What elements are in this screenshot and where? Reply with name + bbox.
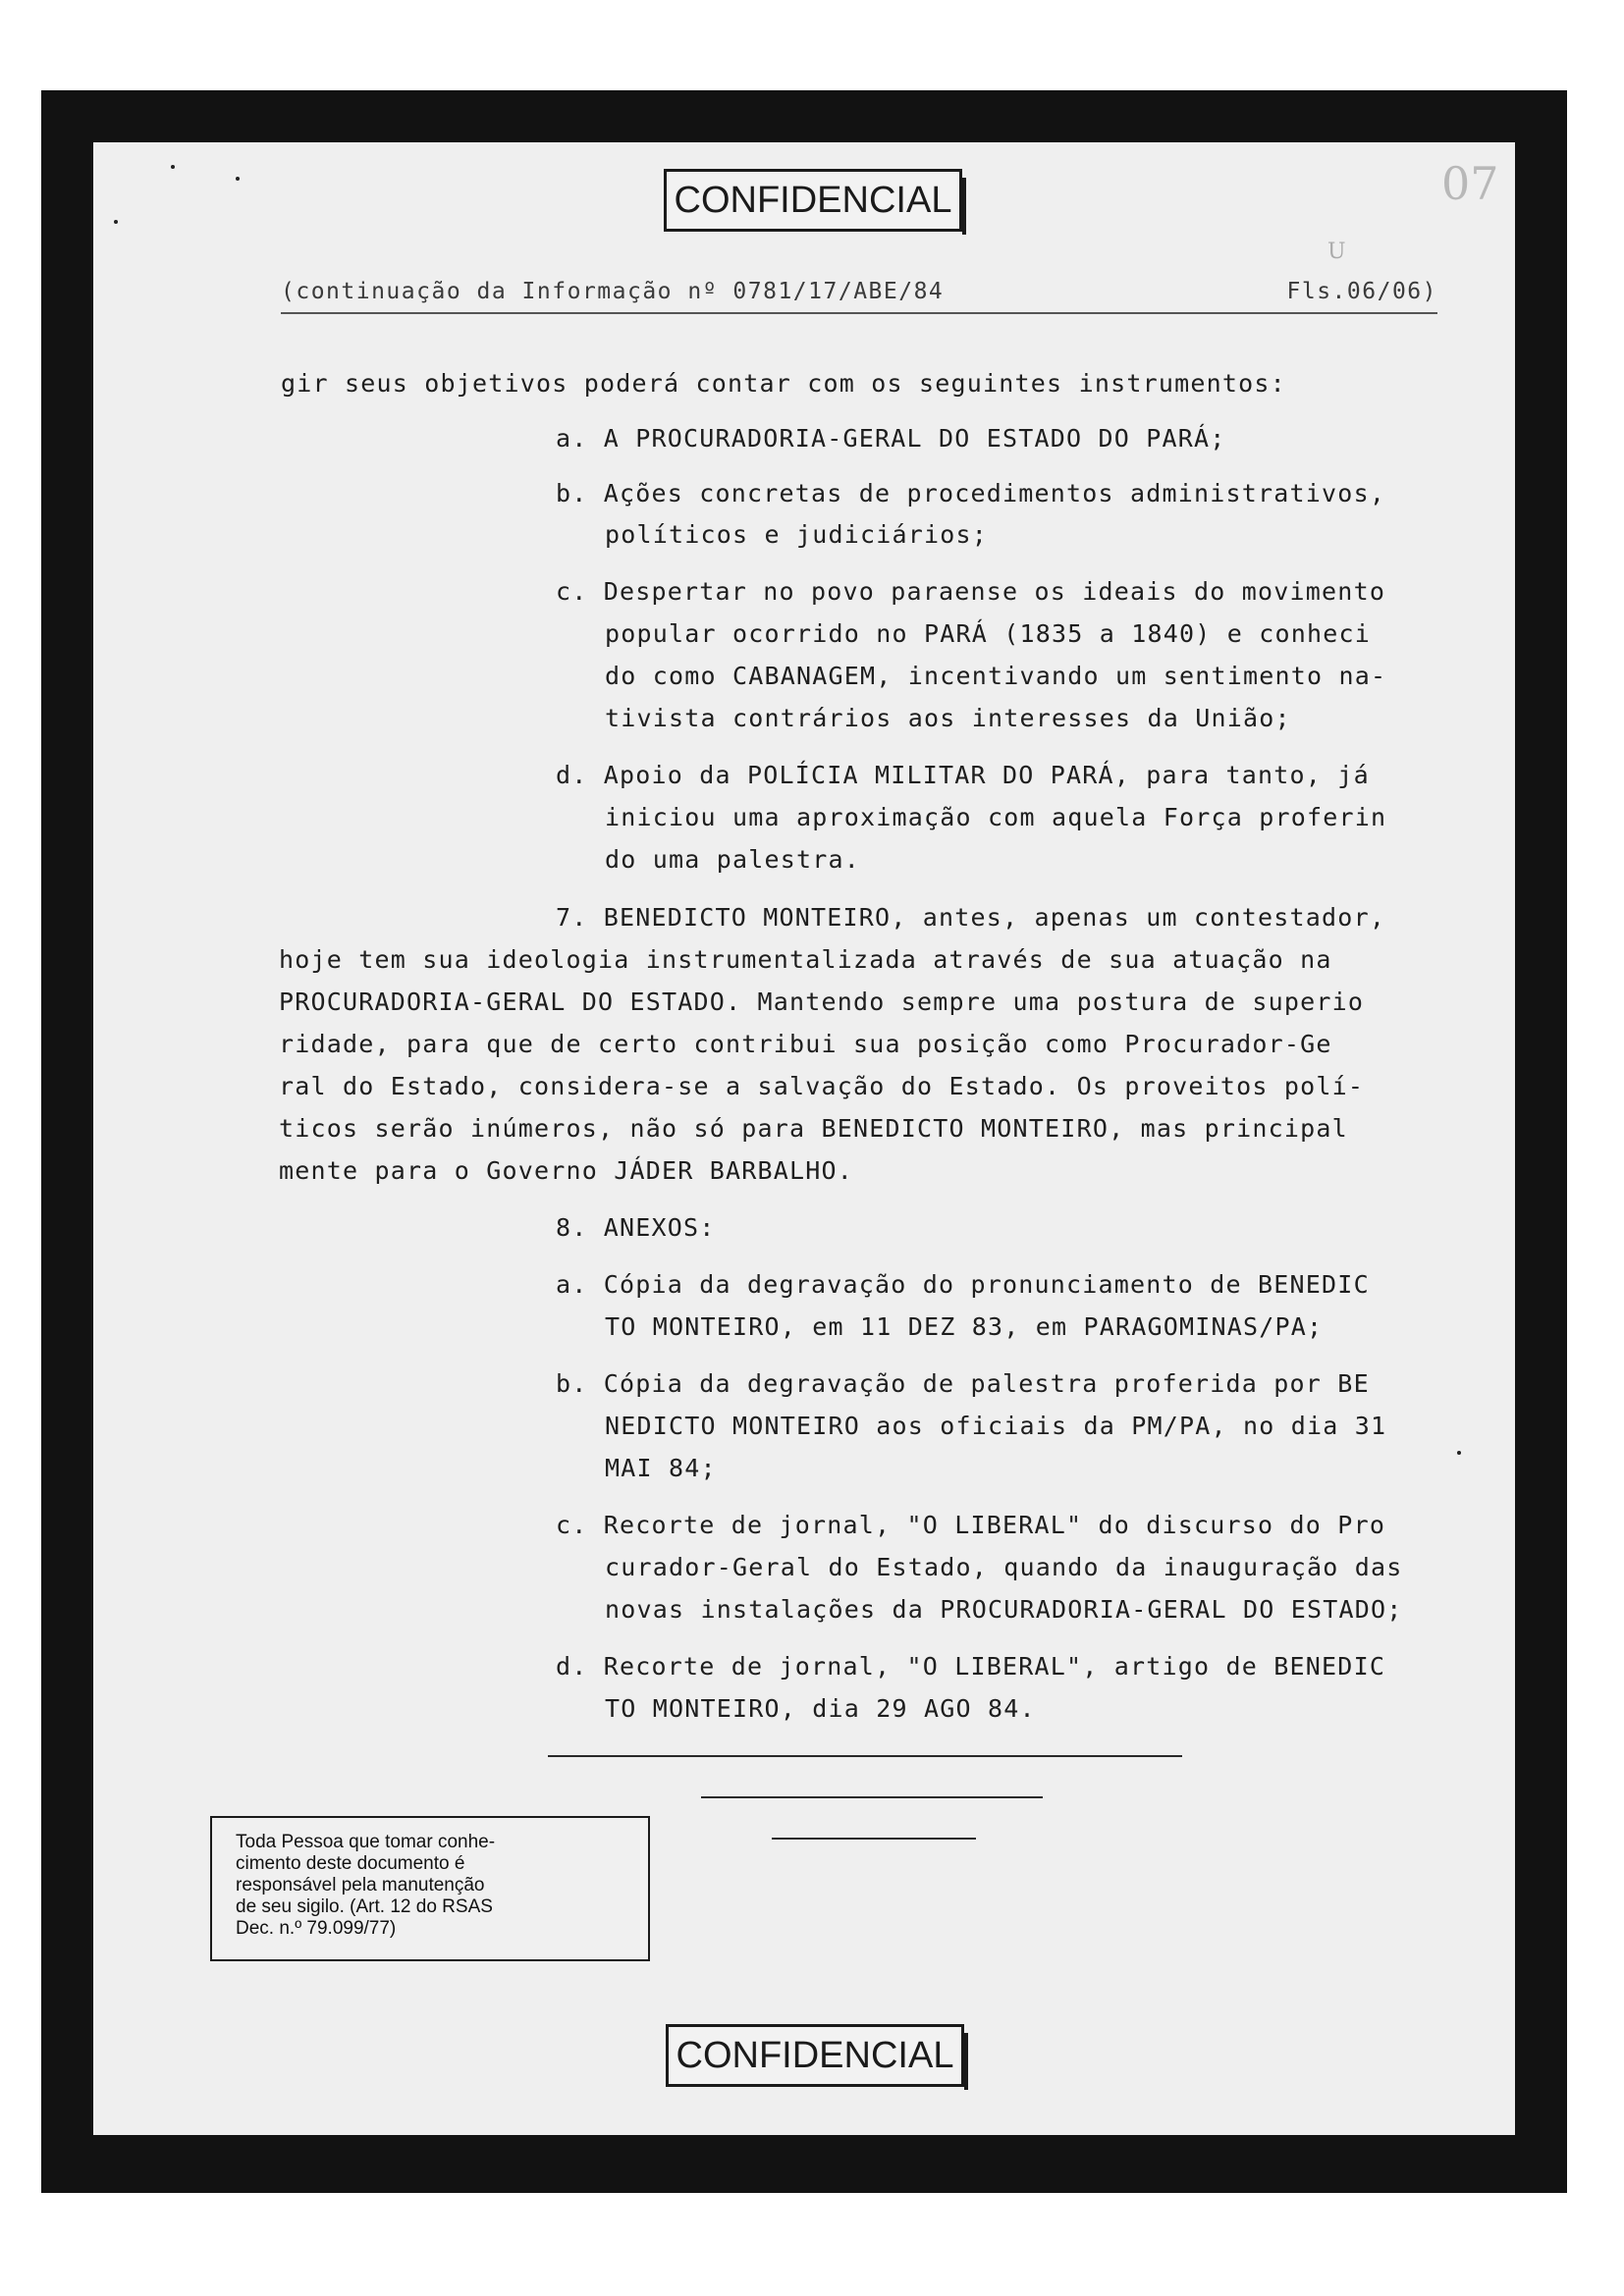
notice-line: cimento deste documento é: [236, 1853, 465, 1874]
notice-line: responsável pela manutenção: [236, 1875, 485, 1896]
body-line: novas instalações da PROCURADORIA-GERAL DO ESTADO;: [605, 1595, 1403, 1624]
scan-speck: [236, 177, 240, 181]
header-folio: Fls.06/06): [1286, 279, 1437, 304]
document-header: [281, 279, 1437, 314]
notice-line: Dec. n.º 79.099/77): [236, 1918, 397, 1939]
body-line: a. Cópia da degravação do pronunciamento de BENEDIC: [556, 1270, 1370, 1299]
body-line: a. A PROCURADORIA-GERAL DO ESTADO DO PARÁ;: [556, 424, 1226, 453]
body-line: ral do Estado, considera-se a salvação do Estado. Os proveitos polí-: [279, 1072, 1365, 1100]
body-line: 7. BENEDICTO MONTEIRO, antes, apenas um contestador,: [556, 903, 1386, 932]
closing-rule-3: [772, 1838, 976, 1840]
body-line: c. Recorte de jornal, "O LIBERAL" do discurso do Pro: [556, 1511, 1386, 1539]
body-line: popular ocorrido no PARÁ (1835 a 1840) e conheci: [605, 619, 1372, 648]
body-line: do uma palestra.: [605, 845, 861, 874]
body-line: PROCURADORIA-GERAL DO ESTADO. Mantendo sempre uma postura de superio: [279, 988, 1365, 1016]
body-line: TO MONTEIRO, em 11 DEZ 83, em PARAGOMINAS/PA;: [605, 1312, 1324, 1341]
body-line: MAI 84;: [605, 1454, 717, 1482]
closing-rule-1: [548, 1755, 1182, 1757]
body-line: gir seus objetivos poderá contar com os seguintes instrumentos:: [281, 369, 1286, 398]
closing-rule-2: [701, 1796, 1043, 1798]
body-line: TO MONTEIRO, dia 29 AGO 84.: [605, 1694, 1036, 1723]
page-number-mark: 07: [1441, 157, 1499, 210]
body-line: do como CABANAGEM, incentivando um sentimento na-: [605, 662, 1387, 690]
body-line: NEDICTO MONTEIRO aos oficiais da PM/PA, no dia 31: [605, 1412, 1387, 1440]
body-line: ridade, para que de certo contribui sua posição como Procurador-Ge: [279, 1030, 1332, 1058]
body-line: curador-Geral do Estado, quando da inauguração das: [605, 1553, 1403, 1581]
secrecy-notice-box: [210, 1816, 650, 1961]
body-line: iniciou uma aproximação com aquela Força proferin: [605, 803, 1387, 831]
scan-speck: [171, 165, 175, 169]
handwritten-mark: U: [1327, 240, 1346, 264]
body-line: ticos serão inúmeros, não só para BENEDICTO MONTEIRO, mas principal: [279, 1114, 1348, 1143]
body-line: d. Recorte de jornal, "O LIBERAL", artigo de BENEDIC: [556, 1652, 1386, 1681]
body-line: c. Despertar no povo paraense os ideais do movimento: [556, 577, 1386, 606]
body-line: b. Cópia da degravação de palestra proferida por BE: [556, 1369, 1370, 1398]
confidential-stamp-bottom: CONFIDENCIAL: [666, 2024, 964, 2087]
body-line: políticos e judiciários;: [605, 520, 989, 549]
confidential-stamp-top: CONFIDENCIAL: [664, 169, 962, 232]
body-line: b. Ações concretas de procedimentos administrativos,: [556, 479, 1386, 507]
body-line: mente para o Governo JÁDER BARBALHO.: [279, 1156, 854, 1185]
body-line: tivista contrários aos interesses da União;: [605, 704, 1291, 732]
body-line: d. Apoio da POLÍCIA MILITAR DO PARÁ, para tanto, já: [556, 761, 1370, 789]
scan-speck: [114, 220, 118, 224]
header-reference: (continuação da Informação nº 0781/17/ABE/84: [281, 279, 945, 304]
scan-speck: [1457, 1451, 1461, 1455]
body-line: 8. ANEXOS:: [556, 1213, 716, 1242]
notice-line: Toda Pessoa que tomar conhe-: [236, 1832, 496, 1852]
body-line: hoje tem sua ideologia instrumentalizada através de sua atuação na: [279, 945, 1332, 974]
notice-line: de seu sigilo. (Art. 12 do RSAS: [236, 1896, 493, 1917]
